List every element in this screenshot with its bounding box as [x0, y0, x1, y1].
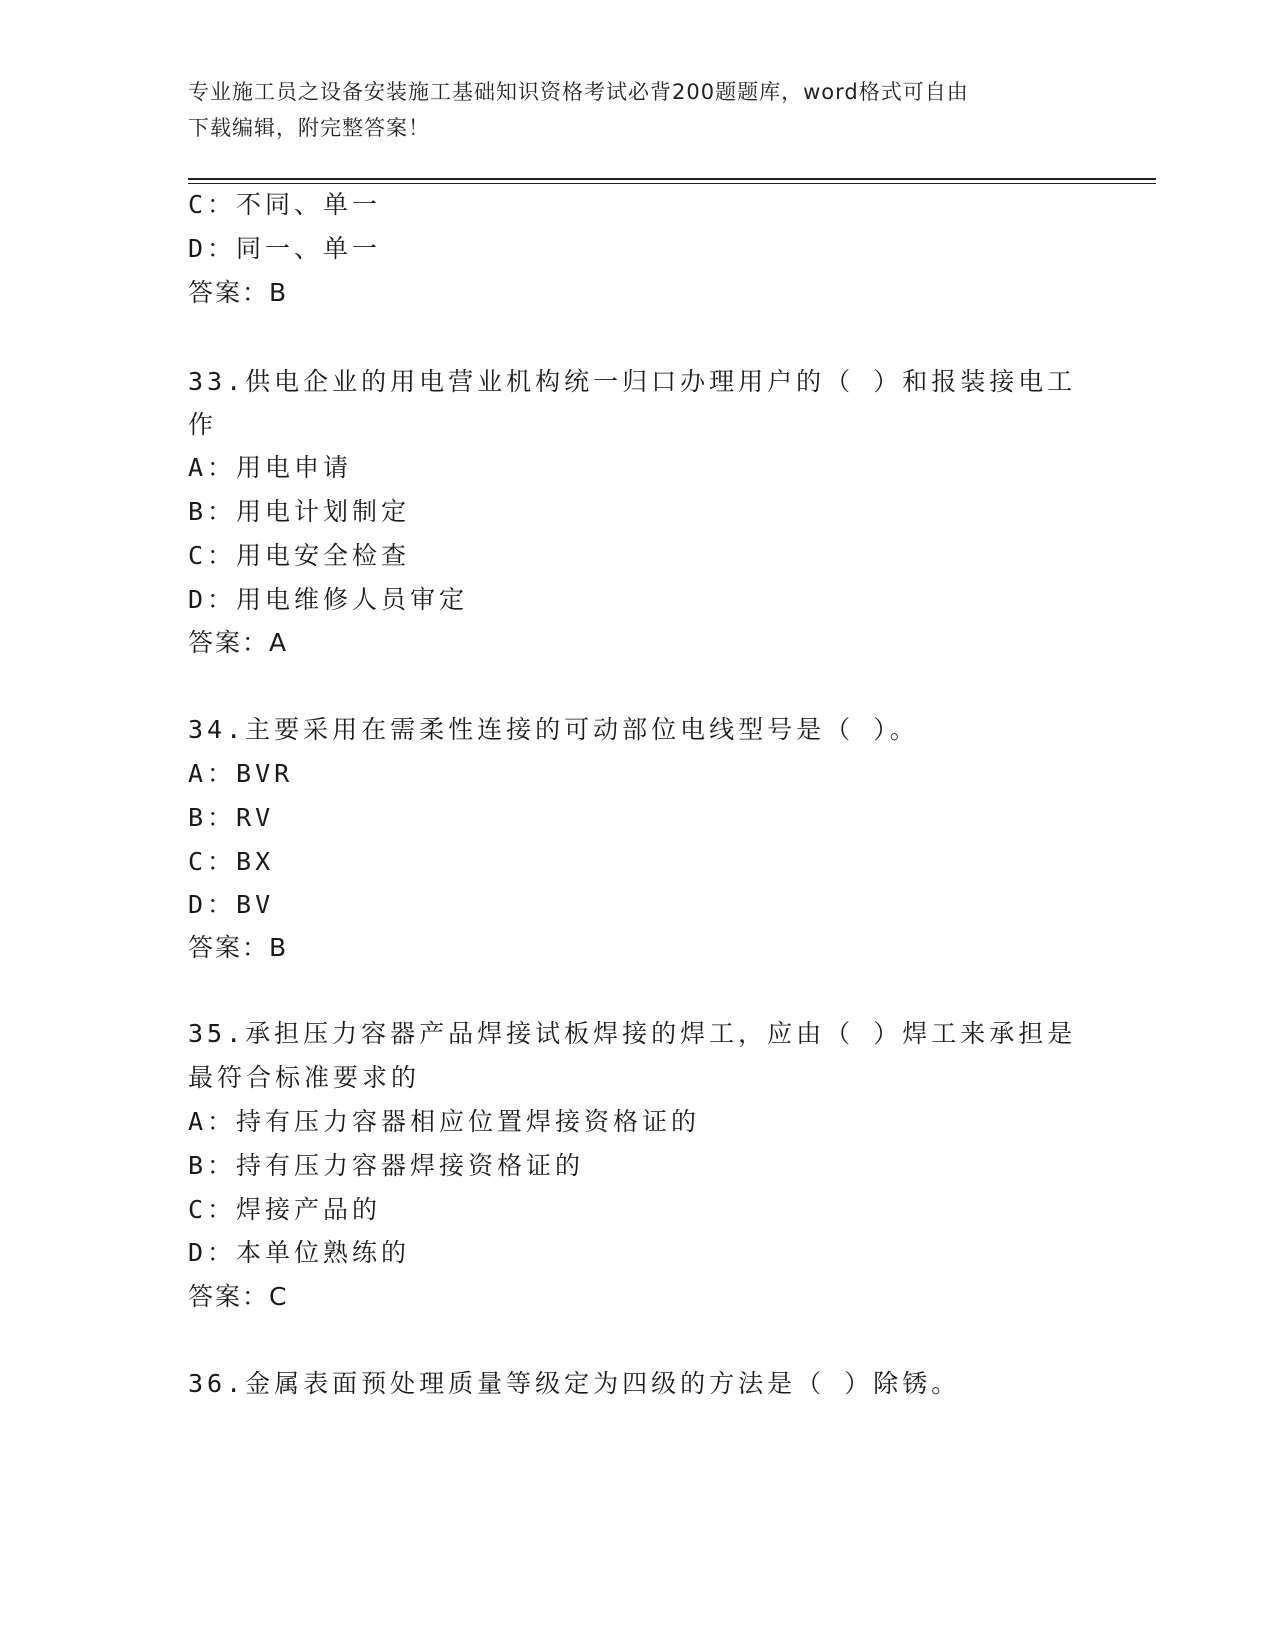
- q36-question-line-1: 36.金属表面预处理质量等级定为四级的方法是（ ）除锈。: [188, 1369, 961, 1398]
- q34-option-a: A：BVR: [188, 759, 294, 788]
- q35-option-c: C：焊接产品的: [188, 1195, 382, 1224]
- q35-question-line-2: 最符合标准要求的: [188, 1063, 421, 1092]
- header-divider-thick: [188, 178, 1156, 180]
- q34-option-b: B：RV: [188, 803, 275, 832]
- q32-option-c: C：不同、单一: [188, 190, 382, 219]
- q32-option-d: D：同一、单一: [188, 234, 382, 263]
- q33-question-line-1: 33.供电企业的用电营业机构统一归口办理用户的（ ）和报装接电工: [188, 367, 1077, 396]
- q33-option-b: B：用电计划制定: [188, 497, 411, 526]
- q33-option-a: A：用电申请: [188, 453, 353, 482]
- header-line-1: 专业施工员之设备安装施工基础知识资格考试必背200题题库，word格式可自由: [188, 80, 969, 104]
- q33-option-c: C：用电安全检查: [188, 541, 411, 570]
- q35-question-line-1: 35.承担压力容器产品焊接试板焊接的焊工，应由（ ）焊工来承担是: [188, 1019, 1077, 1048]
- q35-answer: 答案：C: [188, 1282, 289, 1311]
- q34-option-c: C：BX: [188, 847, 275, 876]
- q32-answer: 答案：B: [188, 278, 289, 307]
- header-line-2: 下载编辑，附完整答案！: [188, 116, 430, 140]
- q33-answer: 答案：A: [188, 628, 289, 657]
- q35-option-b: B：持有压力容器焊接资格证的: [188, 1151, 585, 1180]
- q33-question-line-2: 作: [188, 410, 218, 439]
- document-header: [188, 74, 1088, 146]
- q34-answer: 答案：B: [188, 933, 289, 962]
- q33-option-d: D：用电维修人员审定: [188, 585, 469, 614]
- q34-option-d: D：BV: [188, 890, 275, 919]
- q35-option-d: D：本单位熟练的: [188, 1238, 411, 1267]
- header-divider-thin: [188, 183, 1156, 184]
- q34-question-line-1: 34.主要采用在需柔性连接的可动部位电线型号是（ ）。: [188, 715, 919, 744]
- q35-option-a: A：持有压力容器相应位置焊接资格证的: [188, 1107, 701, 1136]
